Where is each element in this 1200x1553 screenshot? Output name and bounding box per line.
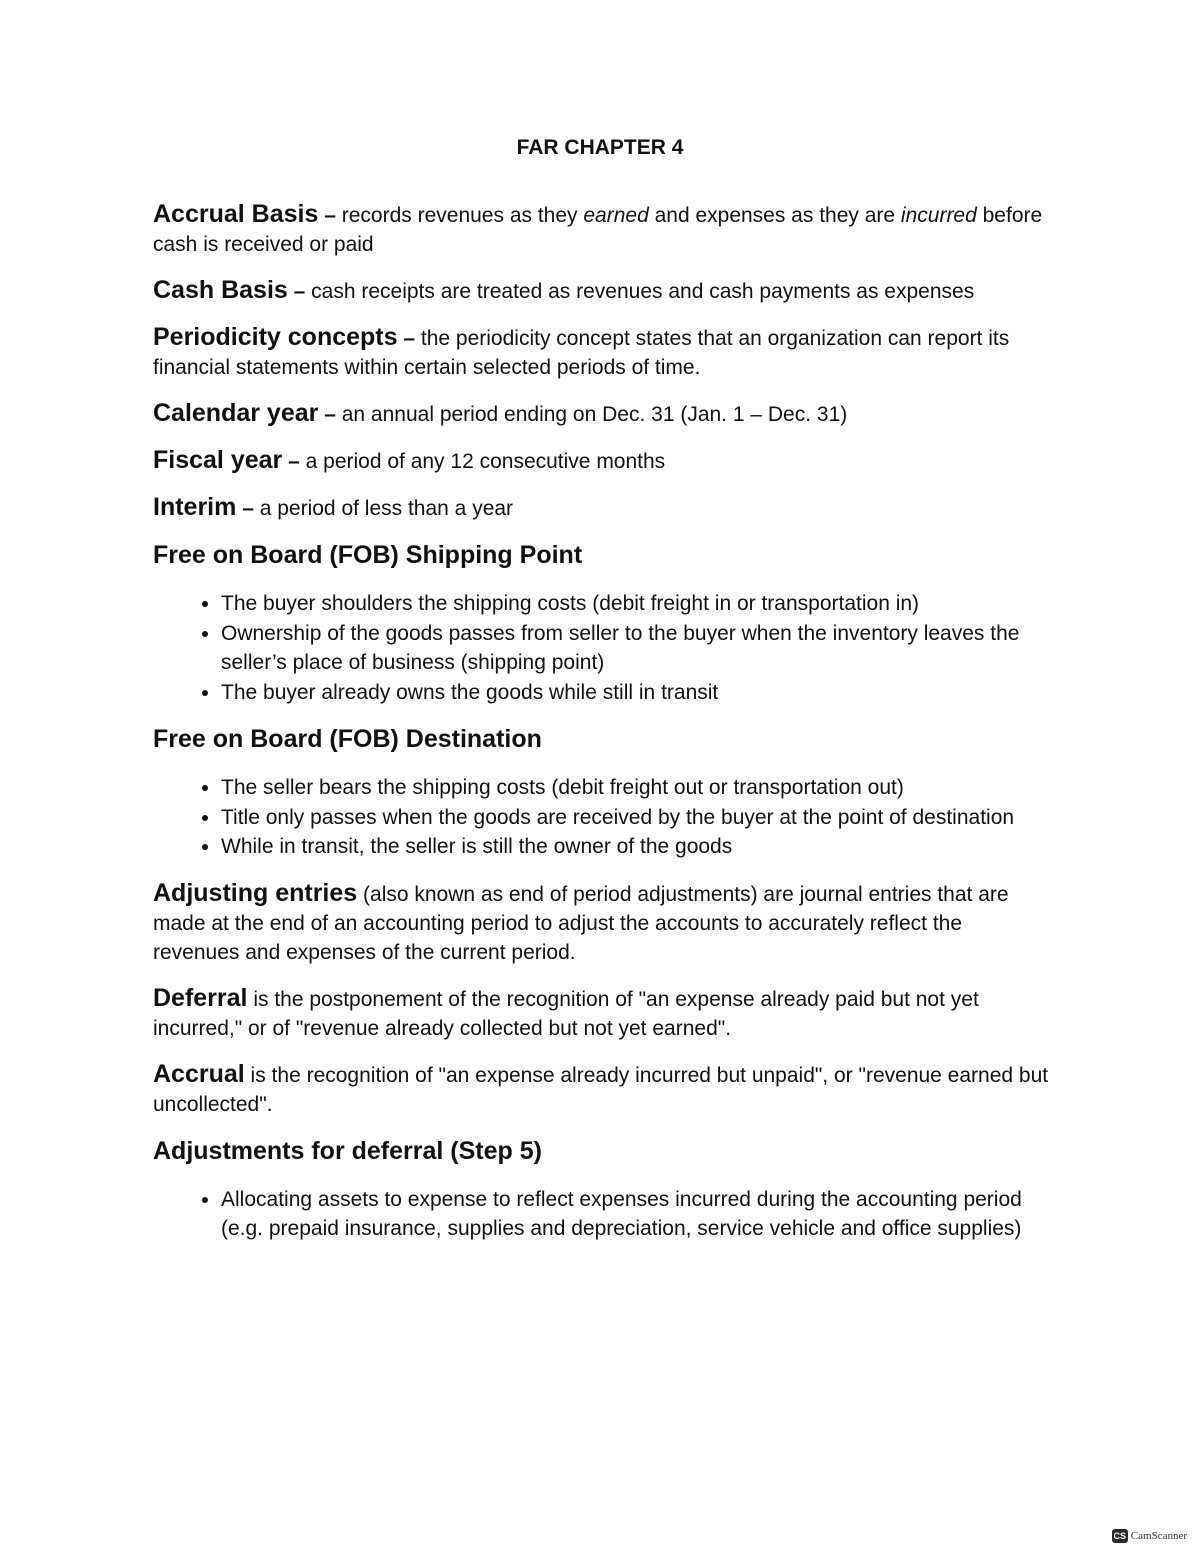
definition-deferral: Deferral is the postponement of the recognition of "an expense already paid but not yet incurred," or of "revenue already collected but not yet earned". bbox=[153, 983, 979, 1040]
list-item: • Title only passes when the goods are received by the buyer at the point of destination bbox=[221, 803, 1053, 833]
list-item: • Allocating assets to expense to reflect expenses incurred during the accounting period (e.g. prepaid insurance, supplies and depreciation, service vehicle and office supplies) bbox=[221, 1185, 1053, 1244]
section-heading-fob-destination: Free on Board (FOB) Destination bbox=[153, 725, 542, 753]
definition-adjusting-entries: Adjusting entries (also known as end of period adjustments) are journal entries that are made at the end of an accounting period to adjust the accounts to accurately reflect the revenues and expenses of the current period. bbox=[153, 878, 1009, 964]
page-title: FAR CHAPTER 4 bbox=[516, 136, 684, 159]
fob-destination-list bbox=[153, 773, 1053, 862]
list-item: • The seller bears the shipping costs (debit freight out or transportation out) bbox=[221, 773, 1053, 803]
definition-fiscal-year: Fiscal year – a period of any 12 consecutive months bbox=[153, 446, 666, 474]
camscanner-watermark bbox=[1112, 1529, 1187, 1543]
adjustments-deferral-list bbox=[153, 1185, 1053, 1244]
fob-shipping-list bbox=[153, 589, 1053, 707]
definition-calendar-year: Calendar year – an annual period ending on Dec. 31 (Jan. 1 – Dec. 31) bbox=[153, 399, 848, 427]
definition-accrual: Accrual is the recognition of "an expense already incurred but unpaid", or "revenue earned but uncollected". bbox=[153, 1059, 1049, 1116]
term: Calendar year bbox=[153, 399, 319, 427]
document-page bbox=[153, 136, 1053, 1261]
term: Fiscal year bbox=[153, 446, 283, 474]
term: Deferral bbox=[153, 983, 248, 1012]
term: Periodicity concepts bbox=[153, 323, 398, 351]
watermark-text: CamScanner bbox=[1130, 1530, 1187, 1542]
term: Interim bbox=[153, 493, 237, 521]
definition-accrual-basis: Accrual Basis – records revenues as they earned and expenses as they are incurred before cash is received or paid bbox=[153, 200, 1043, 256]
definition-cash-basis: Cash Basis – cash receipts are treated as revenues and cash payments as expenses bbox=[153, 276, 975, 304]
term: Cash Basis bbox=[153, 276, 288, 304]
section-heading-adjustments-deferral: Adjustments for deferral (Step 5) bbox=[153, 1136, 542, 1165]
list-item: • The buyer already owns the goods while still in transit bbox=[221, 678, 1053, 708]
definition-periodicity: Periodicity concepts – the periodicity concept states that an organization can report its financial statements within certain selected periods of time. bbox=[153, 323, 1010, 379]
list-item: • The buyer shoulders the shipping costs (debit freight in or transportation in) bbox=[221, 589, 1053, 619]
term: Adjusting entries bbox=[153, 878, 358, 907]
list-item: • While in transit, the seller is still the owner of the goods bbox=[221, 832, 1053, 862]
camscanner-logo-icon: CS bbox=[1113, 1531, 1127, 1541]
section-heading-fob-shipping: Free on Board (FOB) Shipping Point bbox=[153, 541, 583, 569]
list-item: • Ownership of the goods passes from seller to the buyer when the inventory leaves the seller’s place of business (shipping point) bbox=[221, 619, 1053, 678]
term: Accrual bbox=[153, 1059, 245, 1088]
definition-interim: Interim – a period of less than a year bbox=[153, 493, 514, 521]
term: Accrual Basis bbox=[153, 200, 319, 228]
